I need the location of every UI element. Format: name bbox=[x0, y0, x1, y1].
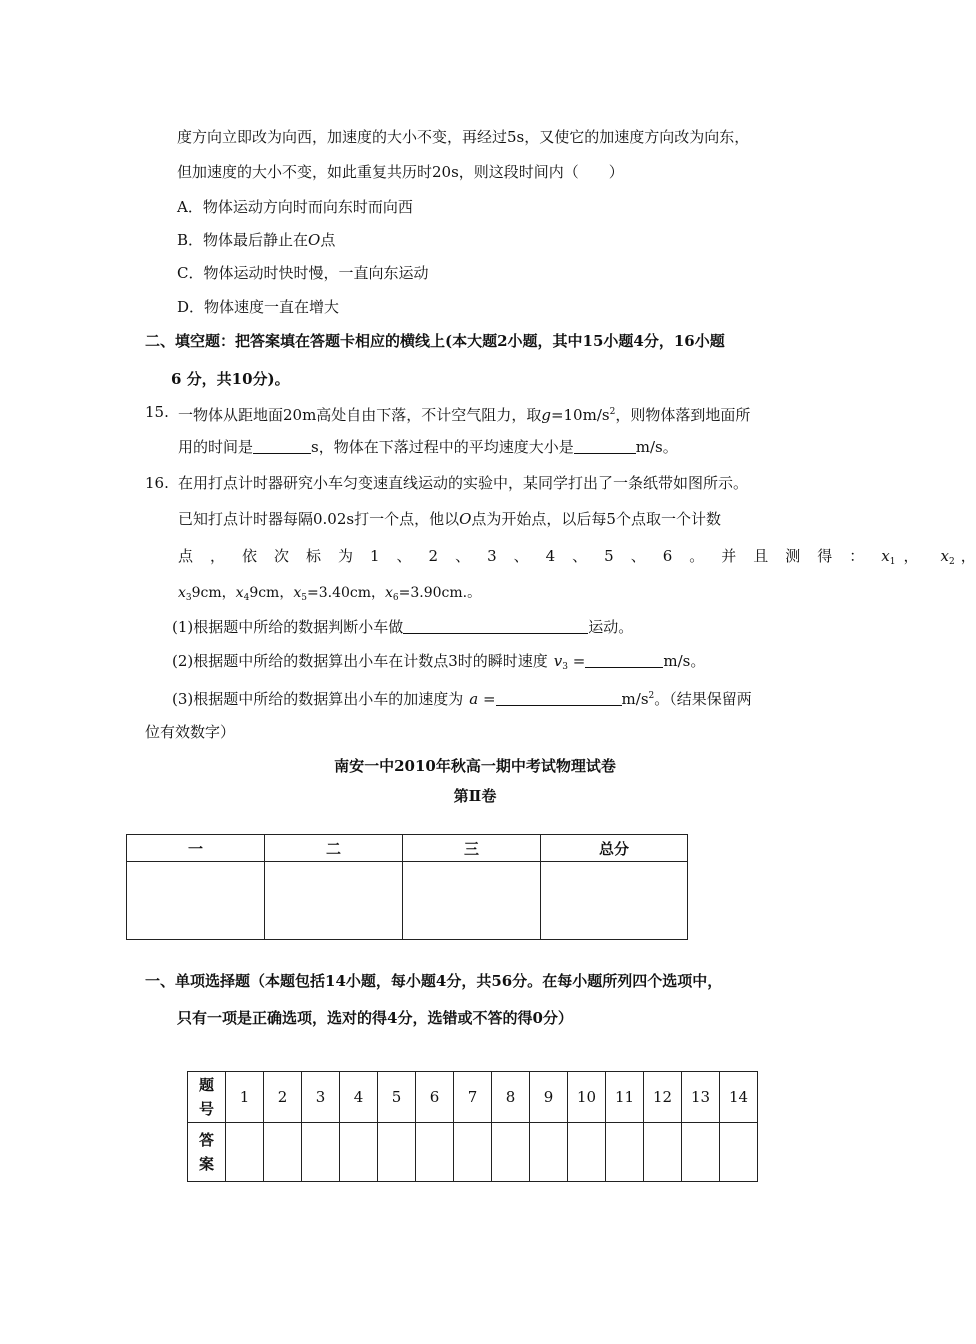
q16-line-2: 已知打点计时器每隔0.02s打一个点，他以O点为开始点，以后每5个点取一个计数 bbox=[178, 510, 721, 528]
answer-grid-question-number: 2 bbox=[264, 1072, 302, 1123]
q14-option-a: A．物体运动方向时而向东时而向西 bbox=[177, 198, 413, 216]
answer-grid-question-number: 6 bbox=[416, 1072, 454, 1123]
exam-subtitle: 第Ⅱ卷 bbox=[453, 787, 497, 805]
q16-line-1: 在用打点计时器研究小车匀变速直线运动的实验中，某同学打出了一条纸带如图所示。 bbox=[178, 474, 749, 492]
answer-grid-label-question-number: 题 号 bbox=[188, 1072, 226, 1123]
score-table-entry-row bbox=[127, 862, 688, 940]
answer-grid-question-number: 9 bbox=[530, 1072, 568, 1123]
score-header-cell: 一 bbox=[127, 835, 265, 862]
q15-line-2: 用的时间是 s，物体在下落过程中的平均速度大小是 m/s。 bbox=[178, 438, 678, 456]
q14-option-d: D．物体速度一直在增大 bbox=[177, 298, 340, 316]
answer-grid-question-number: 13 bbox=[682, 1072, 720, 1123]
answer-grid-question-number: 7 bbox=[454, 1072, 492, 1123]
answer-grid-answer-cell[interactable] bbox=[340, 1123, 378, 1182]
answer-grid-answer-cell[interactable] bbox=[378, 1123, 416, 1182]
q15-line-1: 一物体从距地面20m高处自由下落，不计空气阻力，取$g=10m/s^2$，则物体落到地面所 bbox=[178, 406, 751, 424]
answer-grid-answer-cell[interactable] bbox=[454, 1123, 492, 1182]
answer-grid-answer-cell[interactable] bbox=[682, 1123, 720, 1182]
section2-heading-2: 6 分，共10分)。 bbox=[171, 370, 290, 388]
answer-grid-answer-cell[interactable] bbox=[416, 1123, 454, 1182]
section1-heading-1: 一、单项选择题（本题包括14小题，每小题4分，共56分。在每小题所列四个选项中， bbox=[145, 972, 723, 990]
q16-blank-acceleration bbox=[496, 691, 622, 706]
answer-grid-answer-cell[interactable] bbox=[530, 1123, 568, 1182]
answer-grid-number-row bbox=[188, 1072, 758, 1123]
q15-blank-time bbox=[253, 439, 311, 454]
answer-grid-question-number: 4 bbox=[340, 1072, 378, 1123]
answer-grid-question-number: 10 bbox=[568, 1072, 606, 1123]
answer-grid-answer-cell[interactable] bbox=[264, 1123, 302, 1182]
score-header-cell: 二 bbox=[265, 835, 403, 862]
q16-blank-velocity bbox=[585, 653, 663, 668]
section2-heading-1: 二、填空题：把答案填在答题卡相应的横线上(本大题2小题，其中15小题4分，16小题 bbox=[145, 332, 725, 350]
answer-grid-question-number: 14 bbox=[720, 1072, 758, 1123]
q16-line-4: $x_39cm$，$x_49cm$，$x_5=3.40cm$，$x_6=3.90cm$.。 bbox=[178, 585, 482, 603]
answer-grid-question-number: 8 bbox=[492, 1072, 530, 1123]
answer-grid-question-number: 3 bbox=[302, 1072, 340, 1123]
answer-grid-question-number: 11 bbox=[606, 1072, 644, 1123]
q14-option-c: C．物体运动时快时慢，一直向东运动 bbox=[177, 264, 429, 282]
score-header-cell: 三 bbox=[403, 835, 541, 862]
answer-grid-answer-cell[interactable] bbox=[606, 1123, 644, 1182]
answer-grid-label-answer: 答 案 bbox=[188, 1123, 226, 1182]
answer-grid-question-number: 12 bbox=[644, 1072, 682, 1123]
answer-grid-answer-cell[interactable] bbox=[302, 1123, 340, 1182]
score-table-header-row bbox=[127, 835, 688, 862]
answer-grid-answer-cell[interactable] bbox=[720, 1123, 758, 1182]
q16-part-2: (2)根据题中所给的数据算出小车在计数点3时的瞬时速度 $v_3 = m/s$。 bbox=[172, 652, 706, 672]
exam-title: 南安一中2010年秋高一期中考试物理试卷 bbox=[334, 757, 616, 775]
score-entry-cell[interactable] bbox=[541, 862, 688, 940]
q14-option-b: B．物体最后静止在O点 bbox=[177, 231, 336, 249]
q16-number: 16. bbox=[145, 474, 169, 492]
score-entry-cell[interactable] bbox=[403, 862, 541, 940]
score-summary-table bbox=[126, 834, 688, 940]
q16-part-1: (1)根据题中所给的数据判断小车做 运动。 bbox=[172, 618, 634, 636]
q14-line-1: 度方向立即改为向西，加速度的大小不变，再经过5s，又使它的加速度方向改为向东， bbox=[177, 128, 750, 146]
answer-grid-table bbox=[187, 1071, 758, 1182]
section1-heading-2: 只有一项是正确选项，选对的得4分，选错或不答的得0分） bbox=[177, 1009, 573, 1027]
q15-blank-speed bbox=[574, 439, 636, 454]
q15-number: 15. bbox=[145, 403, 169, 421]
answer-grid-question-number: 1 bbox=[226, 1072, 264, 1123]
score-entry-cell[interactable] bbox=[127, 862, 265, 940]
q16-part-3: (3)根据题中所给的数据算出小车的加速度为 $a = m/s^2$。（结果保留两 bbox=[172, 690, 752, 708]
answer-grid-answer-row bbox=[188, 1123, 758, 1182]
answer-grid-question-number: 5 bbox=[378, 1072, 416, 1123]
q16-blank-motion bbox=[403, 619, 588, 634]
q16-line-3: 点，依次标为1、2、3、4、5、6。并且测得：$x_1$ ， $x_2$ ， bbox=[178, 547, 976, 567]
q14-line-2: 但加速度的大小不变，如此重复共历时20s，则这段时间内（ ） bbox=[177, 163, 624, 181]
q16-part-3-tail: 位有效数字） bbox=[145, 723, 236, 741]
answer-grid-answer-cell[interactable] bbox=[492, 1123, 530, 1182]
score-header-cell: 总分 bbox=[541, 835, 688, 862]
answer-grid-answer-cell[interactable] bbox=[644, 1123, 682, 1182]
answer-grid-answer-cell[interactable] bbox=[226, 1123, 264, 1182]
answer-grid-answer-cell[interactable] bbox=[568, 1123, 606, 1182]
score-entry-cell[interactable] bbox=[265, 862, 403, 940]
